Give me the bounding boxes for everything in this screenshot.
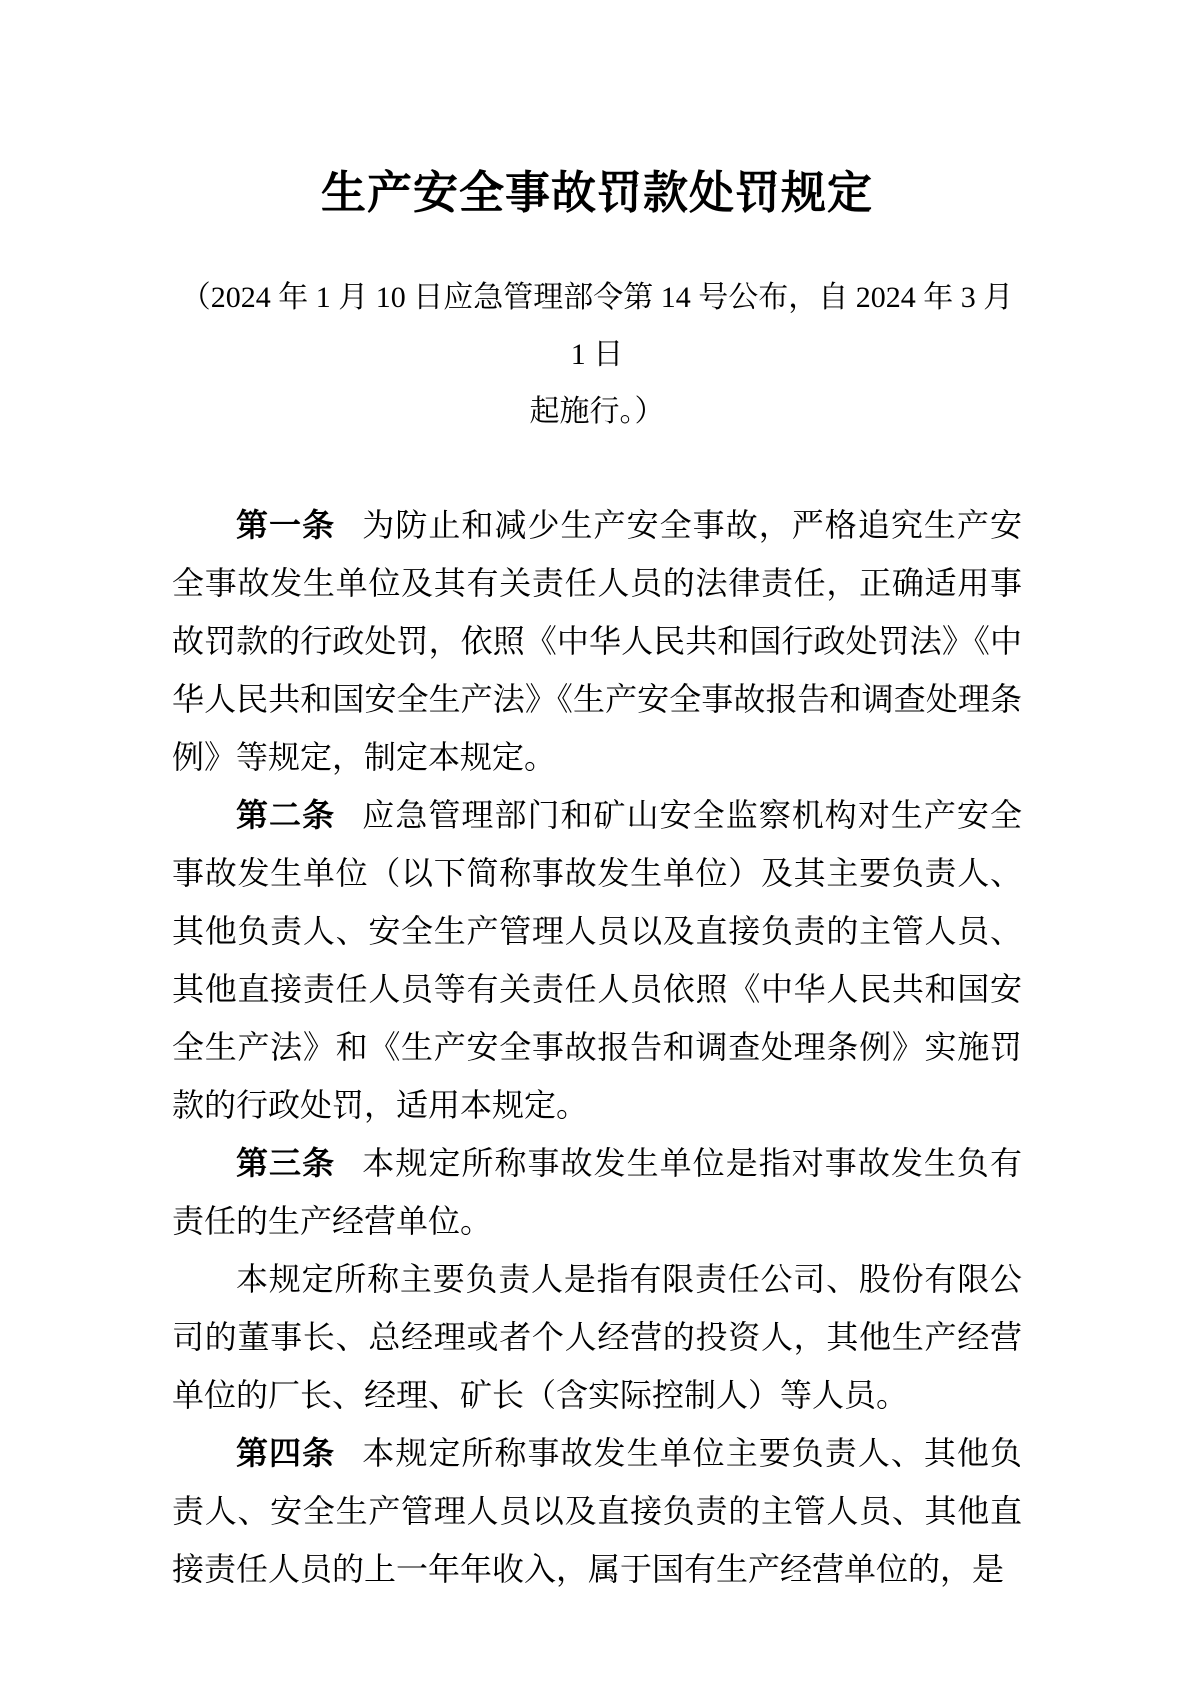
paragraph-article-2 (172, 786, 1022, 1134)
article-3-label: 第三条 (236, 1145, 336, 1182)
article-1-text: 为防止和减少生产安全事故，严格追究生产安全事故发生单位及其有关责任人员的法律责任，正确适用事故罚款的行政处罚，依照《中华人民共和国行政处罚法》《中华人民共和国安全生产法》《生产安全事故报告和调查处理条例》等规定，制定本规定。 (172, 507, 1022, 776)
article-3-text: 本规定所称事故发生单位是指对事故发生负有责任的生产经营单位。 (172, 1145, 1022, 1240)
article-1-label: 第一条 (236, 507, 336, 544)
article-2-label: 第二条 (236, 797, 336, 834)
article-3-continuation-text: 本规定所称主要负责人是指有限责任公司、股份有限公司的董事长、总经理或者个人经营的投资人，其他生产经营单位的厂长、经理、矿长（含实际控制人）等人员。 (172, 1261, 1022, 1414)
document-title: 生产安全事故罚款处罚规定 (320, 168, 873, 219)
document-body (172, 496, 1022, 1598)
paragraph-article-4 (172, 1424, 1022, 1598)
article-4-label: 第四条 (236, 1435, 336, 1472)
publication-note (172, 269, 1022, 440)
article-2-text: 应急管理部门和矿山安全监察机构对生产安全事故发生单位（以下简称事故发生单位）及其主要负责人、其他负责人、安全生产管理人员以及直接负责的主管人员、其他直接责任人员等有关责任人员依照《中华人民共和国安全生产法》和《生产安全事故报告和调查处理条例》实施罚款的行政处罚，适用本规定。 (172, 797, 1022, 1124)
paragraph-article-3 (172, 1134, 1022, 1250)
paragraph-article-3-continuation (172, 1250, 1022, 1424)
paragraph-article-1 (172, 496, 1022, 786)
article-4-text: 本规定所称事故发生单位主要负责人、其他负责人、安全生产管理人员以及直接负责的主管人员、其他直接责任人员的上一年年收入，属于国有生产经营单位的，是 (172, 1435, 1022, 1588)
publication-note-line2: 起施行。） (529, 395, 665, 429)
publication-note-line1: （2024 年 1 月 10 日应急管理部令第 14 号公布，自 2024 年 3 月 1 日 (180, 281, 1014, 372)
